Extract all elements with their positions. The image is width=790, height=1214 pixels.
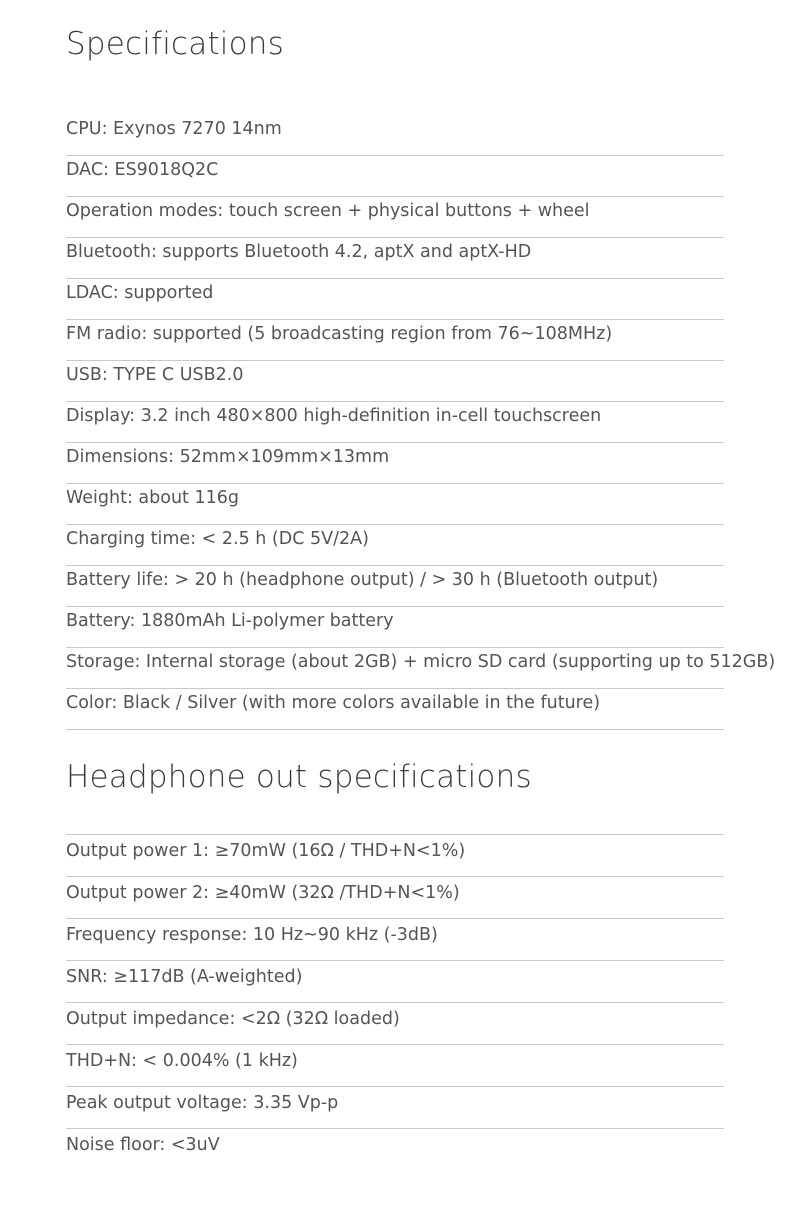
spec-row (66, 279, 724, 320)
spec-text: Output power 2: ≥40mW (32Ω /THD+N<1%) (66, 883, 460, 903)
spec-row (66, 115, 724, 156)
spec-text: Charging time: < 2.5 h (DC 5V/2A) (66, 529, 369, 549)
specifications-list (66, 115, 776, 730)
spec-text: SNR: ≥117dB (A-weighted) (66, 967, 303, 987)
spec-row (66, 320, 724, 361)
specifications-title: Specifications (66, 26, 284, 62)
spec-row (66, 525, 724, 566)
headphone-out-section (66, 757, 724, 1171)
spec-row (66, 361, 724, 402)
spec-text: Color: Black / Silver (with more colors available in the future) (66, 693, 601, 713)
spec-row (66, 443, 724, 484)
spec-row (66, 835, 724, 877)
spec-text: Storage: Internal storage (about 2GB) + micro SD card (supporting up to 512GB) (66, 652, 776, 672)
spec-text: THD+N: < 0.004% (1 kHz) (66, 1051, 298, 1071)
spec-text: Bluetooth: supports Bluetooth 4.2, aptX and aptX-HD (66, 242, 532, 262)
spec-text: Output power 1: ≥70mW (16Ω / THD+N<1%) (66, 841, 466, 861)
spec-row (66, 1129, 724, 1171)
spec-row (66, 484, 724, 525)
spec-row (66, 197, 724, 238)
headphone-out-list (66, 834, 724, 1171)
spec-row (66, 689, 724, 730)
spec-text: FM radio: supported (5 broadcasting region from 76~108MHz) (66, 324, 613, 344)
spec-row (66, 402, 724, 443)
spec-row (66, 238, 724, 279)
spec-text: Operation modes: touch screen + physical buttons + wheel (66, 201, 590, 221)
spec-row (66, 156, 724, 197)
headphone-out-title: Headphone out specifications (66, 759, 532, 795)
spec-text: Peak output voltage: 3.35 Vp-p (66, 1093, 339, 1113)
spec-text: CPU: Exynos 7270 14nm (66, 119, 282, 139)
spec-text: LDAC: supported (66, 283, 214, 303)
spec-text: Display: 3.2 inch 480×800 high-definition in-cell touchscreen (66, 406, 602, 426)
spec-text: Battery life: > 20 h (headphone output) / > 30 h (Bluetooth output) (66, 570, 659, 590)
spec-text: DAC: ES9018Q2C (66, 160, 219, 180)
spec-row (66, 1003, 724, 1045)
specifications-section (66, 24, 776, 730)
spec-text: USB: TYPE C USB2.0 (66, 365, 244, 385)
spec-row (66, 566, 724, 607)
spec-text: Weight: about 116g (66, 488, 239, 508)
spec-text: Noise floor: <3uV (66, 1135, 220, 1155)
spec-row (66, 607, 724, 648)
spec-row (66, 1045, 724, 1087)
spec-row (66, 877, 724, 919)
spec-row (66, 961, 724, 1003)
spec-row (66, 919, 724, 961)
spec-text: Dimensions: 52mm×109mm×13mm (66, 447, 390, 467)
spec-text: Output impedance: <2Ω (32Ω loaded) (66, 1009, 400, 1029)
spec-text: Frequency response: 10 Hz~90 kHz (-3dB) (66, 925, 438, 945)
spec-row (66, 1087, 724, 1129)
spec-text: Battery: 1880mAh Li-polymer battery (66, 611, 394, 631)
spec-row (66, 648, 776, 689)
